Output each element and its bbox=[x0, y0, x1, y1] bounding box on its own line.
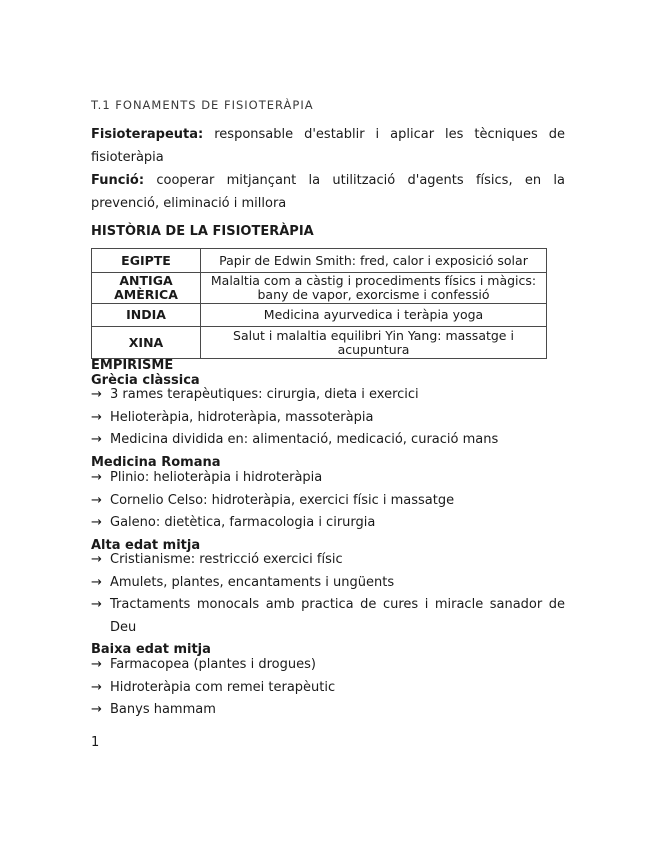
list-item-text: Medicina dividida en: alimentació, medicació, curació mans bbox=[110, 432, 499, 447]
list-item bbox=[91, 467, 565, 490]
description-cell: Papir de Edwin Smith: fred, calor i exposició solar bbox=[201, 249, 547, 273]
description-cell: Malaltia com a càstig i procediments físics i màgics: bany de vapor, exorcisme i confessió bbox=[201, 273, 547, 304]
arrow-right-icon: → bbox=[91, 492, 102, 508]
description-cell: Medicina ayurvedica i teràpia yoga bbox=[201, 304, 547, 327]
section-list-alta-edat bbox=[91, 549, 565, 639]
list-item bbox=[91, 384, 565, 407]
table-row bbox=[92, 304, 547, 327]
list-item-text: Cornelio Celso: hidroteràpia, exercici físic i massatge bbox=[110, 492, 455, 508]
arrow-right-icon: → bbox=[91, 515, 102, 530]
arrow-right-icon: → bbox=[91, 597, 102, 612]
country-cell: XINA bbox=[92, 327, 201, 359]
list-item-text: Tractaments monocals amb practica de cures i miracle sanador de Deu bbox=[110, 597, 565, 635]
arrow-right-icon: → bbox=[91, 470, 102, 485]
country-cell: INDIA bbox=[92, 304, 201, 327]
country-cell: ANTIGA AMÈRICA bbox=[92, 273, 201, 304]
definition-fisioterapeuta bbox=[91, 123, 565, 169]
list-item bbox=[91, 512, 565, 535]
arrow-right-icon: → bbox=[91, 552, 102, 567]
arrow-right-icon: → bbox=[91, 432, 102, 447]
arrow-right-icon: → bbox=[91, 387, 102, 402]
definition-text: responsable d'establir i aplicar les tècniques de fisioteràpia bbox=[91, 127, 565, 165]
list-item bbox=[91, 572, 565, 595]
list-item bbox=[91, 490, 565, 513]
list-item-text: 3 rames terapèutiques: cirurgia, dieta i exercici bbox=[110, 387, 419, 402]
arrow-right-icon: → bbox=[91, 574, 102, 590]
list-item bbox=[91, 677, 565, 700]
list-item-text: Farmacopea (plantes i drogues) bbox=[110, 657, 316, 672]
section-title-grecia: Grècia clàssica bbox=[91, 373, 200, 388]
history-heading: HISTÒRIA DE LA FISIOTERÀPIA bbox=[91, 224, 314, 239]
list-item-text: Plinio: helioteràpia i hidroteràpia bbox=[110, 470, 323, 485]
list-item bbox=[91, 549, 565, 572]
definition-text: cooperar mitjançant la utilització d'agents físics, en la prevenció, eliminació i millora bbox=[91, 173, 565, 211]
list-item bbox=[91, 654, 565, 677]
list-item-text: Banys hammam bbox=[110, 702, 216, 717]
definition-funcio bbox=[91, 169, 565, 215]
description-cell: Salut i malaltia equilibri Yin Yang: massatge i acupuntura bbox=[201, 327, 547, 359]
section-list-romana bbox=[91, 467, 565, 535]
list-item-text: Galeno: dietètica, farmacologia i cirurgia bbox=[110, 515, 376, 530]
country-cell: EGIPTE bbox=[92, 249, 201, 273]
section-title-alta-edat: Alta edat mitja bbox=[91, 538, 201, 553]
empirisme-heading: EMPIRISME bbox=[91, 358, 174, 373]
table-row bbox=[92, 327, 547, 359]
section-list-grecia bbox=[91, 384, 565, 452]
section-title-baixa-edat: Baixa edat mitja bbox=[91, 642, 211, 657]
arrow-right-icon: → bbox=[91, 409, 102, 425]
page-number: 1 bbox=[91, 735, 100, 750]
list-item bbox=[91, 429, 565, 452]
list-item-text: Hidroteràpia com remei terapèutic bbox=[110, 679, 336, 695]
list-item bbox=[91, 594, 565, 639]
list-item bbox=[91, 699, 565, 722]
arrow-right-icon: → bbox=[91, 679, 102, 695]
list-item-text: Helioteràpia, hidroteràpia, massoteràpia bbox=[110, 409, 374, 425]
arrow-right-icon: → bbox=[91, 657, 102, 672]
list-item bbox=[91, 407, 565, 430]
list-item-text: Amulets, plantes, encantaments i ungüents bbox=[110, 574, 395, 590]
section-title-romana: Medicina Romana bbox=[91, 455, 221, 470]
arrow-right-icon: → bbox=[91, 702, 102, 717]
definition-term: Funció: bbox=[91, 173, 145, 188]
section-list-baixa-edat bbox=[91, 654, 565, 722]
document-title: T.1 FONAMENTS DE FISIOTERÀPIA bbox=[91, 98, 314, 112]
definition-term: Fisioterapeuta: bbox=[91, 127, 204, 142]
table-row bbox=[92, 249, 547, 273]
history-table bbox=[91, 248, 547, 359]
table-row bbox=[92, 273, 547, 304]
list-item-text: Cristianisme: restricció exercici físic bbox=[110, 552, 343, 567]
